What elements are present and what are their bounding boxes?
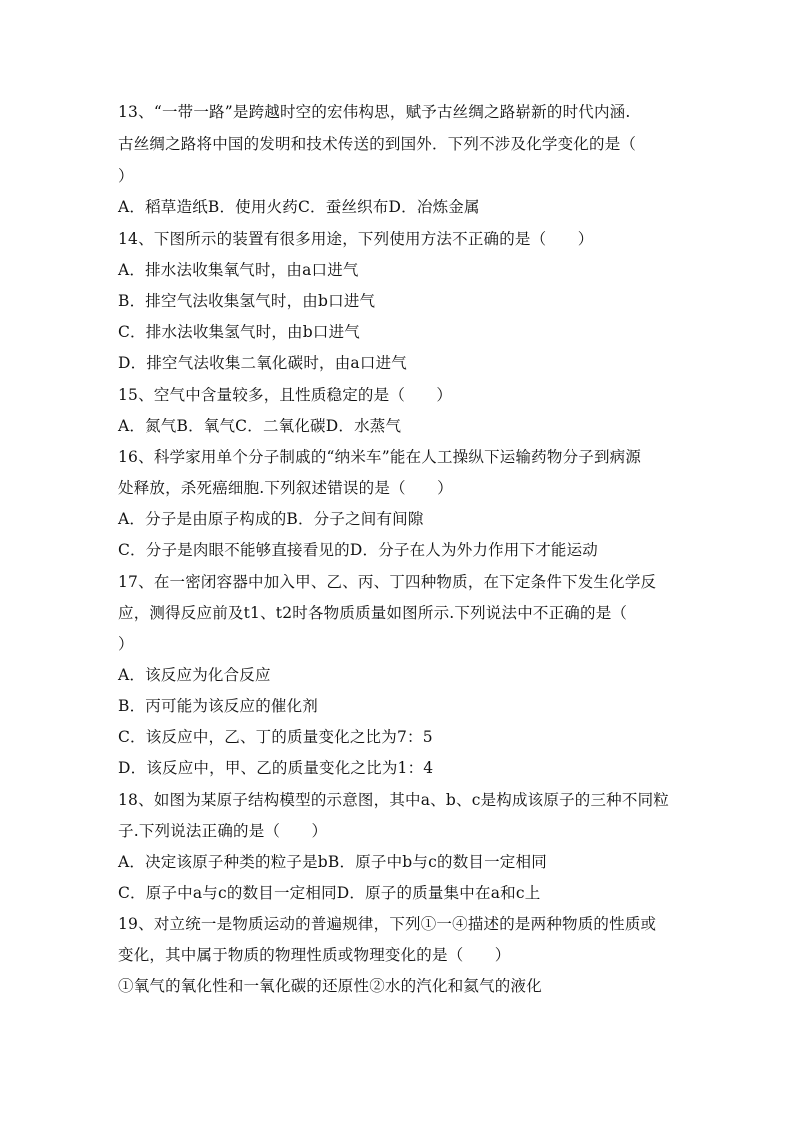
q14-option-a: A．排水法收集氧气时，由a口进气	[118, 261, 359, 279]
q14-option-c: C．排水法收集氢气时，由b口进气	[118, 323, 360, 341]
q13-options: A．稻草造纸B．使用火药C．蚕丝织布D．冶炼金属	[118, 198, 480, 216]
q15-options: A．氮气B．氧气C．二氧化碳D．水蒸气	[118, 417, 402, 435]
q17-option-a: A．该反应为化合反应	[118, 666, 271, 684]
q14-stem: 14、下图所示的装置有很多用途，下列使用方法不正确的是（ ）	[118, 230, 594, 248]
q19-line-2: 变化，其中属于物质的物理性质或物理变化的是（ ）	[118, 946, 511, 964]
q16-line-2: 处释放，杀死癌细胞.下列叙述错误的是（ ）	[118, 479, 453, 497]
q15-stem: 15、空气中含量较多，且性质稳定的是（ ）	[118, 386, 453, 404]
q16-options-ab: A．分子是由原子构成的B．分子之间有间隙	[118, 510, 424, 528]
q18-options-ab: A．决定该原子种类的粒子是bB．原子中b与c的数目一定相同	[118, 853, 547, 871]
q14-option-b: B．排空气法收集氢气时，由b口进气	[118, 292, 376, 310]
q13-line-3: ）	[118, 167, 134, 185]
q16-options-cd: C．分子是肉眼不能够直接看见的D．分子在人为外力作用下才能运动	[118, 541, 598, 559]
q17-line-3: ）	[118, 635, 134, 653]
q17-option-b: B．丙可能为该反应的催化剂	[118, 697, 318, 715]
q17-option-d: D．该反应中，甲、乙的质量变化之比为1：4	[118, 759, 434, 777]
q17-line-1: 17、在一密闭容器中加入甲、乙、丙、丁四种物质，在下定条件下发生化学反	[118, 573, 657, 591]
q17-line-2: 应，测得反应前及t1、t2时各物质质量如图所示.下列说法中不正确的是（	[118, 604, 628, 622]
q13-line-2: 古丝绸之路将中国的发明和技术传送的到国外．下列不涉及化学变化的是（	[118, 135, 637, 153]
q18-options-cd: C．原子中a与c的数目一定相同D．原子的质量集中在a和c上	[118, 884, 541, 902]
q16-line-1: 16、科学家用单个分子制戚的“纳米车”能在人工操纵下运输药物分子到病源	[118, 448, 642, 466]
q14-option-d: D．排空气法收集二氧化碳时，由a口进气	[118, 354, 407, 372]
q19-line-3: ①氧气的氧化性和一氧化碳的还原性②水的汽化和氦气的液化	[118, 977, 542, 995]
q17-option-c: C．该反应中，乙、丁的质量变化之比为7：5	[118, 728, 433, 746]
q19-line-1: 19、对立统一是物质运动的普遍规律，下列①一④描述的是两种物质的性质或	[118, 915, 657, 933]
q13-line-1: 13、“一带一路”是跨越时空的宏伟构思，赋予古丝绸之路崭新的时代内涵.	[118, 103, 631, 121]
q18-line-1: 18、如图为某原子结构模型的示意图，其中a、b、c是构成该原子的三种不同粒	[118, 791, 669, 809]
q18-line-2: 子.下列说法正确的是（ ）	[118, 822, 328, 840]
